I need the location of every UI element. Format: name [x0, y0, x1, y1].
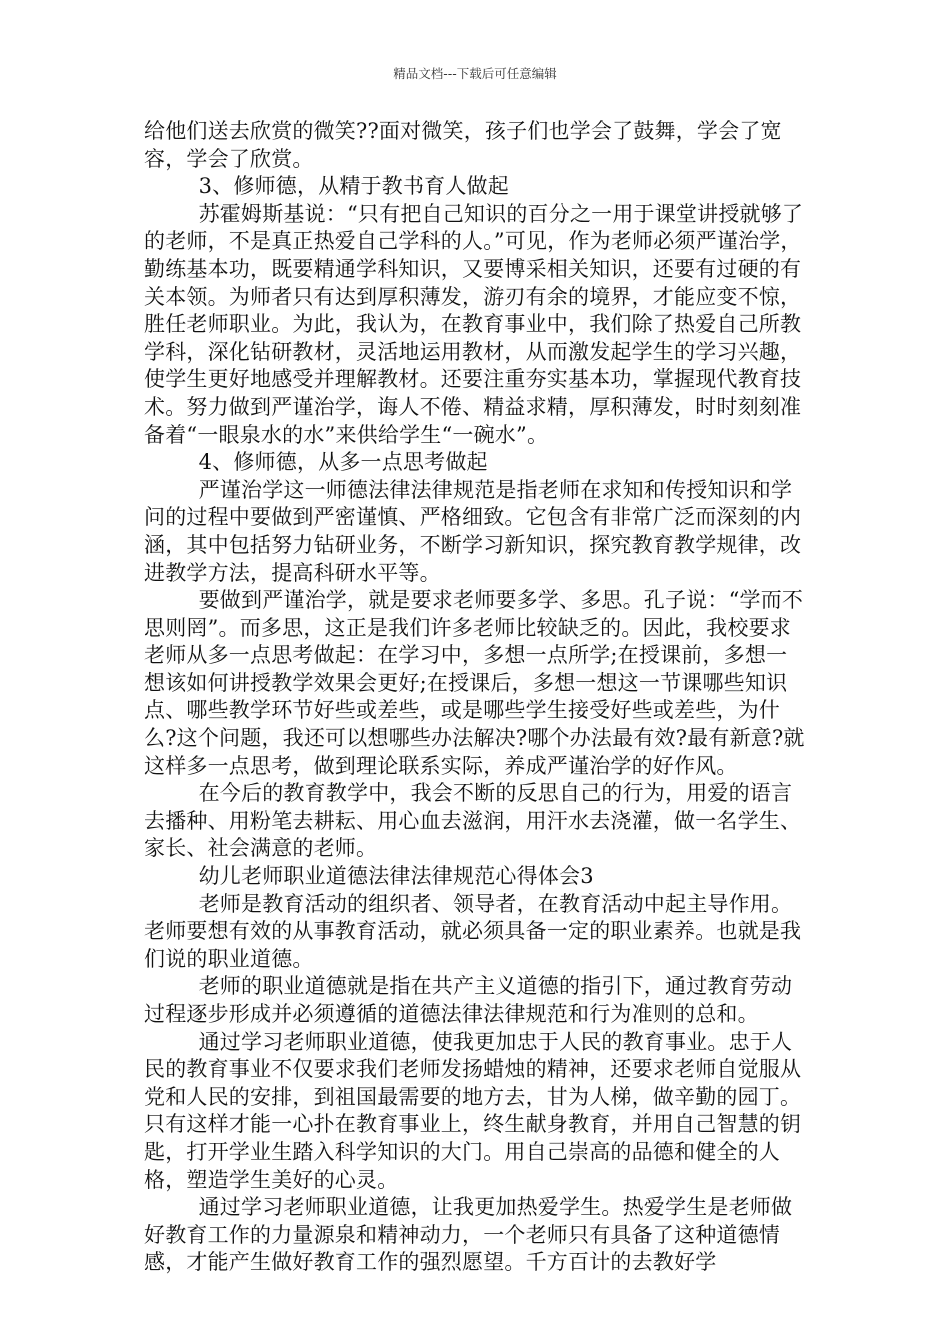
section-heading: 4、修师德，从多一点思考做起 [198, 450, 488, 475]
paragraph: 老师的职业道德就是指在共产主义道德的指引下，通过教育劳动过程逐步形成并必须遵循的道德法律法律规范和行为准则的总和。 [144, 974, 793, 1026]
paragraph: 苏霍姆斯基说：“只有把自己知识的百分之一用于课堂讲授就够了的老师，不是真正热爱自己学科的人。”可见，作为老师必须严谨治学，勤练基本功，既要精通学科知识，又要博采相关知识，还要有过硬的有关本领。为师者只有达到厚积薄发，游刃有余的境界，才能应变不惊，胜任老师职业。为此，我认为，在教育事业中，我们除了热爱自己所教学科，深化钻研教材，灵活地运用教材，从而激发起学生的学习兴趣，使学生更好地感受并理解教材。还要注重夯实基本功，掌握现代教育技术。努力做到严谨治学，诲人不倦、精益求精，厚积薄发，时时刻刻准备着“一眼泉水的水”来供给学生“一碗水”。 [144, 201, 804, 447]
section-heading: 幼儿老师职业道德法律法律规范心得体会3 [198, 864, 594, 889]
paragraph: 严谨治学这一师德法律法律规范是指老师在求知和传授知识和学问的过程中要做到严密谨慎、严格细致。它包含有非常广泛而深刻的内涵，其中包括努力钻研业务，不断学习新知识，探究教育教学规律，改进教学方法，提高科研水平等。 [144, 477, 802, 585]
paragraph: 老师是教育活动的组织者、领导者，在教育活动中起主导作用。老师要想有效的从事教育活动，就必须具备一定的职业素养。也就是我们说的职业道德。 [144, 891, 802, 971]
document-body [144, 118, 808, 1277]
paragraph: 通过学习老师职业道德，让我更加热爱学生。热爱学生是老师做好教育工作的力量源泉和精神动力，一个老师只有具备了这种道德情感，才能产生做好教育工作的强烈愿望。千方百计的去教好学 [144, 1195, 793, 1275]
paragraph: 在今后的教育教学中，我会不断的反思自己的行为，用爱的语言去播种、用粉笔去耕耘、用心血去滋润，用汗水去浇灌，做一名学生、家长、社会满意的老师。 [144, 781, 802, 861]
page-header: 精品文档---下载后可任意编辑 [393, 66, 557, 81]
paragraph: 给他们送去欣赏的微笑??面对微笑，孩子们也学会了鼓舞，学会了宽容，学会了欣赏。 [144, 119, 782, 171]
paragraph: 通过学习老师职业道德，使我更加忠于人民的教育事业。忠于人民的教育事业不仅要求我们老师发扬蜡烛的精神，还要求老师自觉服从党和人民的安排，到祖国最需要的地方去，甘为人梯，做辛勤的园丁。只有这样才能一心扑在教育事业上，终生献身教育，并用自己智慧的钥匙，打开学业生踏入科学知识的大门。用自己崇高的品德和健全的人格，塑造学生美好的心灵。 [144, 1029, 802, 1192]
section-heading: 3、修师德，从精于教书育人做起 [198, 174, 509, 199]
paragraph: 要做到严谨治学，就是要求老师要多学、多思。孔子说：“学而不思则罔”。而多思，这正是我们许多老师比较缺乏的。因此，我校要求老师从多一点思考做起：在学习中，多想一点所学;在授课前，多想一想该如何讲授教学效果会更好;在授课后，多想一想这一节课哪些知识点、哪些教学环节好些或差些，或是哪些学生接受好些或差些，为什么?这个问题，我还可以想哪些办法解决?哪个办法最有效?最有新意?就这样多一点思考，做到理论联系实际，养成严谨治学的好作风。 [144, 588, 805, 778]
